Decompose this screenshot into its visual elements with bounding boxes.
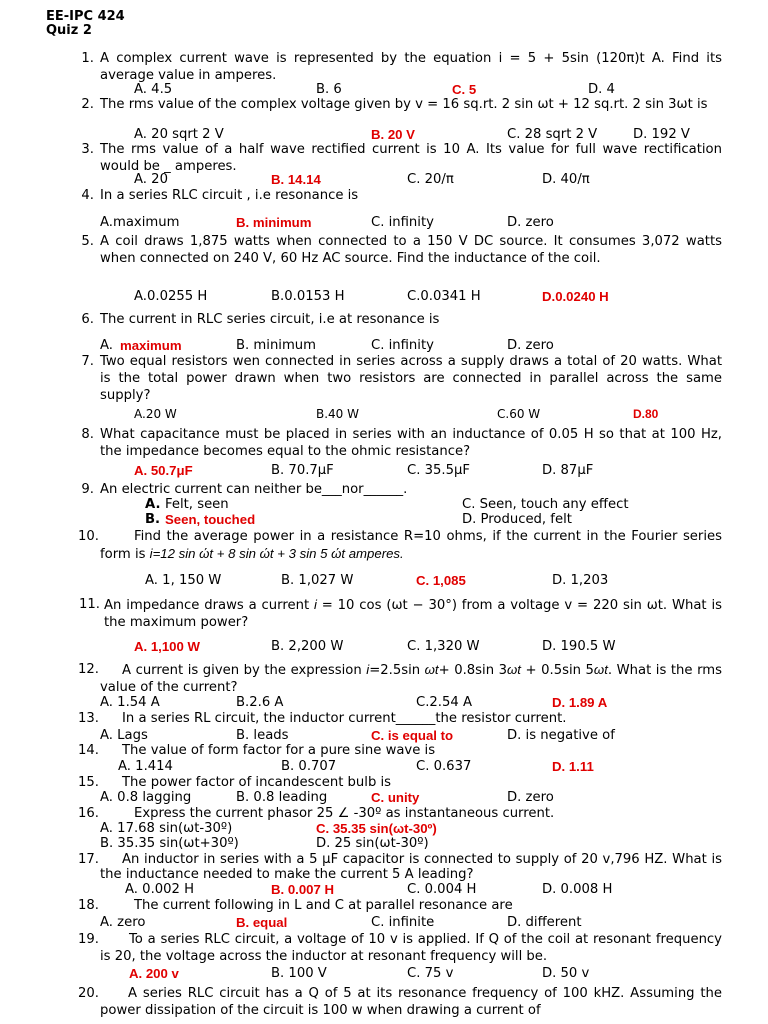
question-number: 4.	[81, 188, 94, 203]
option-b: B.2.6 A	[236, 695, 284, 710]
options-15	[0, 790, 768, 806]
option-d: D. 190.5 W	[542, 639, 616, 654]
options-19	[0, 966, 768, 982]
question-text: The rms value of the complex voltage given by v = 16 sq.rt. 2 sin ωt + 12 sq.rt. 2 sin 3ωt is	[100, 97, 708, 112]
question-text: Find the average power in a resistance R=10 ohms, if the current in the Fourier series form is i=12 sin ώt + 8 sin ώt + 3 sin 5 ώt amperes.	[100, 529, 722, 562]
options-6	[0, 338, 768, 354]
question-number: 1.	[81, 51, 94, 66]
question-text: A coil draws 1,875 watts when connected to a 150 V DC source. It consumes 3,072 watts when connected on 240 V, 60 Hz AC source. Find the inductance of the coil.	[100, 234, 722, 266]
current-expression: i=12 sin ώt + 8 sin ώt + 3 sin 5 ώt amperes.	[149, 546, 404, 561]
question-text: In a series RLC circuit , i.e resonance is	[100, 188, 359, 203]
option-c: C.0.0341 H	[407, 289, 481, 304]
option-a: A. Lags	[100, 728, 148, 743]
option-a: A.20 W	[134, 407, 177, 421]
options-9-row-1	[0, 497, 768, 513]
option-b: B. 70.7μF	[271, 463, 334, 478]
option-b: B. 2,200 W	[271, 639, 344, 654]
option-a-answer: A. 200 v	[129, 966, 179, 981]
options-5	[0, 289, 768, 305]
question-number: 19.	[78, 932, 99, 947]
question-text: What capacitance must be placed in series with an inductance of 0.05 H so that at 100 Hz, the impedance becomes equal to the ohmic resistance?	[100, 427, 722, 459]
question-number: 2.	[81, 97, 94, 112]
option-d: D. 50 v	[542, 966, 590, 981]
option-a: A. 4.5	[134, 82, 173, 97]
options-10	[0, 573, 768, 589]
option-d: D. 4	[588, 82, 615, 97]
option-d-answer: D. 1.11	[552, 759, 594, 774]
option-b-answer: B. 20 V	[371, 127, 415, 142]
option-d-answer: D.80	[633, 407, 659, 421]
options-14	[0, 759, 768, 775]
option-a: A. 0.8 lagging	[100, 790, 192, 805]
question-text: The power factor of incandescent bulb is	[122, 775, 392, 790]
option-b: B. 100 V	[271, 966, 327, 981]
question-number: 3.	[81, 142, 94, 157]
option-a-answer: A. 1,100 W	[134, 639, 200, 654]
question-number: 14.	[78, 743, 99, 758]
options-12	[0, 695, 768, 711]
question-text: A complex current wave is represented by the equation i = 5 + 5sin (120π)t A. Find its average value in amperes.	[100, 51, 722, 83]
option-b: B. 35.35 sin(ωt+30º)	[100, 836, 239, 851]
option-b-label: B.	[145, 512, 161, 527]
options-16-row-2	[0, 836, 768, 852]
option-d: D. 192 V	[633, 127, 690, 142]
option-c: C. 0.637	[416, 759, 472, 774]
option-b-answer: B. 14.14	[271, 172, 321, 187]
question-number: 9.	[81, 482, 94, 497]
option-c: C. infinite	[371, 915, 435, 930]
question-number: 16.	[78, 806, 99, 821]
options-2	[0, 127, 768, 143]
options-8	[0, 463, 768, 479]
question-text: The current following in L and C at parallel resonance are	[134, 898, 513, 913]
option-a: A.0.0255 H	[134, 289, 208, 304]
option-a: A. 20	[134, 172, 168, 187]
option-c: C.60 W	[497, 407, 541, 421]
question-text: An impedance draws a current i = 10 cos (ωt − 30°) from a voltage v = 220 sin ωt. What is the maximum power?	[104, 597, 722, 630]
options-4	[0, 215, 768, 231]
option-c: C. 75 v	[407, 966, 454, 981]
option-d-answer: D. 1.89 A	[552, 695, 608, 710]
option-c: C. 20/π	[407, 172, 454, 187]
option-b: B. 0.8 leading	[236, 790, 328, 805]
option-b-answer: B. minimum	[236, 215, 312, 230]
question-text: Two equal resistors wen connected in series across a supply draws a total of 20 watts. What is the total power drawn when two resistors are connected in parallel across the same supply?	[100, 354, 722, 403]
option-b-answer: Seen, touched	[165, 512, 256, 527]
question-number: 10.	[78, 529, 99, 544]
question-text: In a series RL circuit, the inductor current______the resistor current.	[122, 711, 567, 726]
option-a: A. 1, 150 W	[145, 573, 222, 588]
options-7	[0, 406, 768, 422]
option-c: C. 1,320 W	[407, 639, 480, 654]
question-text: The value of form factor for a pure sine wave is	[122, 743, 436, 758]
option-a: A. 17.68 sin(ωt-30º)	[100, 821, 233, 836]
option-b: B. leads	[236, 728, 289, 743]
option-d: D. zero	[507, 790, 554, 805]
question-text: An inductor in series with a 5 μF capacitor is connected to supply of 20 v,796 HZ. What is the inductance needed to make the current 5 A leading?	[100, 852, 722, 882]
quiz-title: Quiz 2	[46, 23, 92, 38]
question-text: An electric current can neither be___nor______.	[100, 482, 408, 497]
course-code: EE-IPC 424	[46, 9, 125, 24]
question-text: A series RLC circuit has a Q of 5 at its resonance frequency of 100 kHZ. Assuming the power dissipation of the circuit is 100 w when drawing a current of	[100, 986, 722, 1018]
option-a-answer: maximum	[120, 338, 182, 353]
option-a: Felt, seen	[165, 497, 229, 512]
option-b-answer: B. equal	[236, 915, 288, 930]
question-text: The current in RLC series circuit, i.e at resonance is	[100, 312, 440, 327]
options-13	[0, 728, 768, 744]
question-text: The rms value of a half wave rectified current is 10 A. Its value for full wave rectification would be _ amperes.	[100, 142, 722, 174]
option-d: D. is negative of	[507, 728, 615, 743]
option-b: B. 0.707	[281, 759, 337, 774]
options-11	[0, 639, 768, 655]
option-d: D. 87μF	[542, 463, 594, 478]
option-c: C. infinity	[371, 215, 434, 230]
option-c: C.2.54 A	[416, 695, 472, 710]
option-c: C. 28 sqrt 2 V	[507, 127, 598, 142]
question-text: To a series RLC circuit, a voltage of 10 v is applied. If Q of the coil at resonant frequency is 20, the voltage across the inductor at resonant frequency will be.	[100, 932, 722, 964]
option-d: D. Produced, felt	[462, 512, 572, 527]
option-a-label: A.	[145, 497, 161, 512]
options-16-row-1	[0, 821, 768, 837]
options-18	[0, 915, 768, 931]
option-d: D. 40/π	[542, 172, 590, 187]
option-c: C. infinity	[371, 338, 434, 353]
options-1	[0, 82, 768, 98]
question-number: 15.	[78, 775, 99, 790]
option-c-answer: C. 1,085	[416, 573, 466, 588]
question-number: 13.	[78, 711, 99, 726]
option-a: A.maximum	[100, 215, 180, 230]
option-a: A. 1.54 A	[100, 695, 160, 710]
option-a: A. 20 sqrt 2 V	[134, 127, 224, 142]
question-number: 20.	[78, 986, 99, 1001]
option-d: D. 25 sin(ωt-30º)	[316, 836, 429, 851]
option-a: A. zero	[100, 915, 146, 930]
question-number: 6.	[81, 312, 94, 327]
question-number: 18.	[78, 898, 99, 913]
option-d: D. zero	[507, 215, 554, 230]
option-a-label: A.	[100, 338, 113, 353]
question-text: Express the current phasor 25 ∠ -30º as instantaneous current.	[134, 806, 555, 821]
option-a: A. 0.002 H	[125, 882, 195, 897]
option-d: D. 1,203	[552, 573, 609, 588]
question-number: 11.	[79, 597, 100, 612]
option-c-answer: C. 5	[452, 82, 477, 97]
option-c-answer: C. unity	[371, 790, 420, 805]
option-c-answer: C. is equal to	[371, 728, 454, 743]
question-number: 5.	[81, 234, 94, 249]
question-number: 8.	[81, 427, 94, 442]
option-b: B.40 W	[316, 407, 359, 421]
option-b: B. 6	[316, 82, 342, 97]
option-c: C. Seen, touch any effect	[462, 497, 629, 512]
option-a-answer: A. 50.7μF	[134, 463, 193, 478]
question-text: A current is given by the expression i=2.5sin ωt+ 0.8sin 3ωt + 0.5sin 5ωt. What is the rms value of the current?	[100, 662, 722, 695]
option-b: B. 1,027 W	[281, 573, 354, 588]
option-c-answer: C. 35.35 sin(ωt-30º)	[316, 821, 437, 836]
options-9-row-2	[0, 512, 768, 528]
question-number: 7.	[81, 354, 94, 369]
option-d: D. zero	[507, 338, 554, 353]
option-b: B.0.0153 H	[271, 289, 345, 304]
option-d-answer: D.0.0240 H	[542, 289, 609, 304]
option-d: D. 0.008 H	[542, 882, 613, 897]
question-number: 17.	[78, 852, 99, 867]
options-17	[0, 882, 768, 898]
question-number: 12.	[78, 662, 99, 677]
option-c: C. 0.004 H	[407, 882, 477, 897]
option-b-answer: B. 0.007 H	[271, 882, 335, 897]
options-3	[0, 172, 768, 188]
option-b: B. minimum	[236, 338, 317, 353]
option-a: A. 1.414	[118, 759, 173, 774]
option-d: D. different	[507, 915, 582, 930]
option-c: C. 35.5μF	[407, 463, 470, 478]
